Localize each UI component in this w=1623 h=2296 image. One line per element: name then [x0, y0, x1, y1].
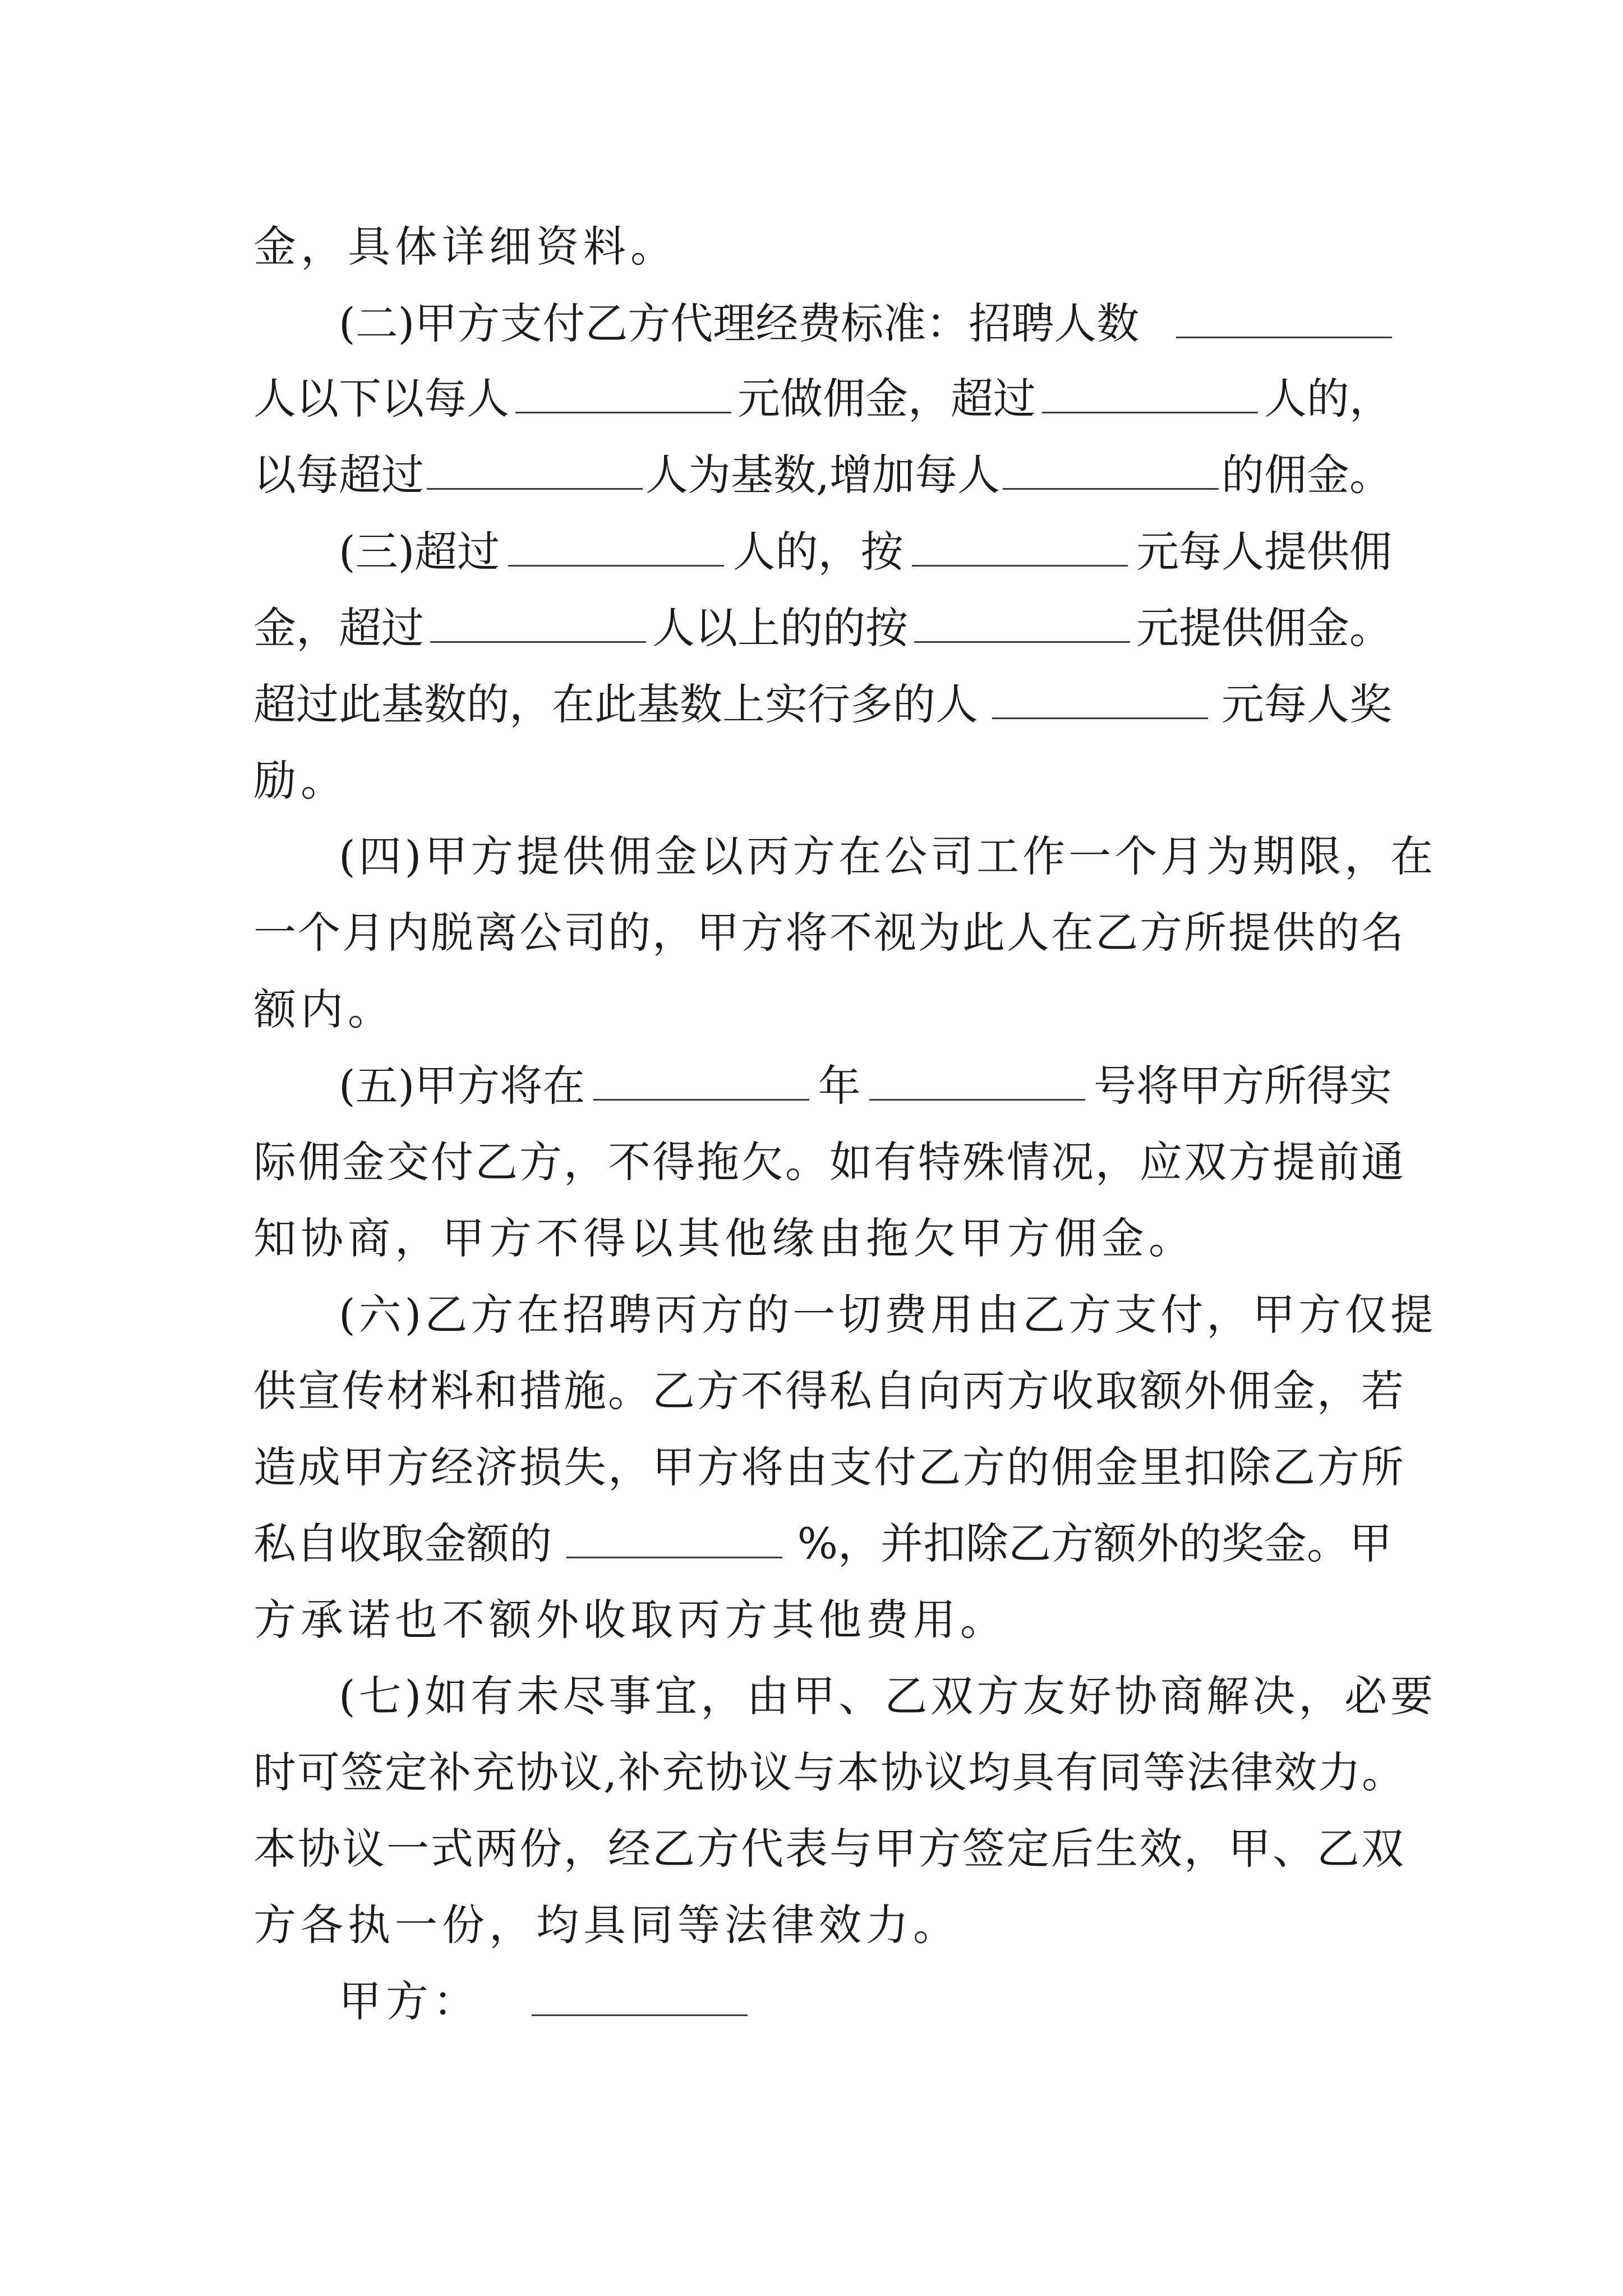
line-text: (四)甲方提供佣金以丙方在公司工作一个月为期限，在 [339, 831, 1437, 881]
party-a-signature-blank[interactable] [532, 1975, 748, 2016]
line-text: 知协商，甲方不得以其他缘由拖欠甲方佣金。 [253, 1213, 1196, 1263]
line-text: 供宣传材料和措施。乙方不得私自向丙方收取额外佣金，若 [253, 1366, 1405, 1416]
fill-blank[interactable] [427, 449, 643, 490]
fill-blank[interactable] [508, 526, 724, 567]
line-text: 人以下以每人 [253, 374, 509, 424]
fill-blank[interactable] [992, 678, 1208, 719]
party-a-signature-line [339, 1973, 1392, 2030]
line-text: 方各执一份，均具同等法律效力。 [253, 1900, 960, 1950]
line-text: 年 [818, 1061, 861, 1111]
text-line [253, 600, 1392, 656]
fill-blank[interactable] [515, 372, 731, 413]
clause-3-line [339, 524, 1392, 580]
text-line [253, 1516, 1392, 1572]
party-a-label: 甲方： [339, 1976, 480, 2026]
line-text: 际佣金交付乙方，不得拖欠。如有特殊情况，应双方提前通 [253, 1137, 1405, 1187]
line-text: (五)甲方将在 [339, 1061, 585, 1111]
fill-blank[interactable] [1042, 372, 1258, 413]
line-text: 人的， [1264, 374, 1392, 424]
line-text: 一个月内脱离公司的，甲方将不视为此人在乙方所提供的名 [253, 908, 1405, 958]
text-line [253, 905, 1405, 961]
line-text: 元每人奖 [1221, 679, 1392, 729]
fill-blank[interactable] [593, 1060, 809, 1101]
text-line [253, 1821, 1405, 1877]
line-text: 人的，按 [732, 527, 903, 577]
clause-5-line [339, 1058, 1392, 1114]
line-text: 金，具体详细资料。 [253, 222, 677, 272]
line-text: 额内。 [253, 984, 395, 1034]
line-text: 励。 [253, 756, 348, 806]
line-text: 以每超过 [253, 450, 424, 500]
line-text: 时可签定补充协议,补充协议与本协议均具有同等法律效力。 [253, 1747, 1406, 1797]
line-text: (七)如有未尽事宜，由甲、乙双方友好协商解决，必要 [339, 1671, 1437, 1721]
text-line [253, 1745, 1406, 1801]
line-text: 元每人提供佣 [1136, 527, 1392, 577]
line-text: %，并扣除乙方额外的奖金。甲 [797, 1519, 1392, 1568]
line-text: 造成甲方经济损失，甲方将由支付乙方的佣金里扣除乙方所 [253, 1442, 1405, 1492]
text-line [253, 1211, 1392, 1267]
text-line [253, 753, 1392, 809]
line-text: 私自收取金额的 [253, 1519, 552, 1568]
text-line [253, 1439, 1405, 1496]
text-line [253, 447, 1392, 503]
fill-blank[interactable] [912, 526, 1128, 567]
fill-blank[interactable] [914, 602, 1130, 643]
line-text: (六)乙方在招聘丙方的一切费用由乙方支付，甲方仅提 [339, 1290, 1437, 1340]
clause-7-line [339, 1668, 1437, 1724]
line-text: (三)超过 [339, 527, 500, 577]
line-text: 方承诺也不额外收取丙方其他费用。 [253, 1595, 1007, 1645]
line-text: (二)甲方支付乙方代理经费标准：招聘人数 [339, 298, 1140, 348]
clause-4-line [339, 829, 1437, 885]
fill-blank[interactable] [1003, 449, 1219, 490]
fill-blank[interactable] [869, 1060, 1085, 1101]
text-line [253, 1897, 1392, 1953]
line-text: 元提供佣金。 [1136, 603, 1392, 653]
text-line [253, 219, 1392, 275]
text-line [253, 1592, 1392, 1648]
text-line [253, 371, 1392, 427]
line-text: 号将甲方所得实 [1094, 1061, 1392, 1111]
line-text: 金，超过 [253, 603, 424, 653]
fill-blank[interactable] [430, 602, 646, 643]
fill-blank[interactable] [566, 1517, 782, 1558]
clause-6-line [339, 1287, 1437, 1343]
line-text: 人为基数,增加每人 [645, 450, 1000, 500]
text-line [253, 1363, 1405, 1419]
line-text: 本协议一式两份，经乙方代表与甲方签定后生效，甲、乙双 [253, 1824, 1405, 1874]
line-text: 人以上的的按 [652, 603, 908, 653]
clause-2-line [339, 296, 1392, 352]
text-line [253, 677, 1392, 733]
text-line [253, 1134, 1405, 1190]
text-line [253, 982, 1392, 1038]
line-text: 的佣金。 [1221, 450, 1392, 500]
line-text: 元做佣金，超过 [737, 374, 1036, 424]
line-text: 超过此基数的，在此基数上实行多的人 [253, 679, 978, 729]
fill-blank[interactable] [1176, 297, 1392, 338]
